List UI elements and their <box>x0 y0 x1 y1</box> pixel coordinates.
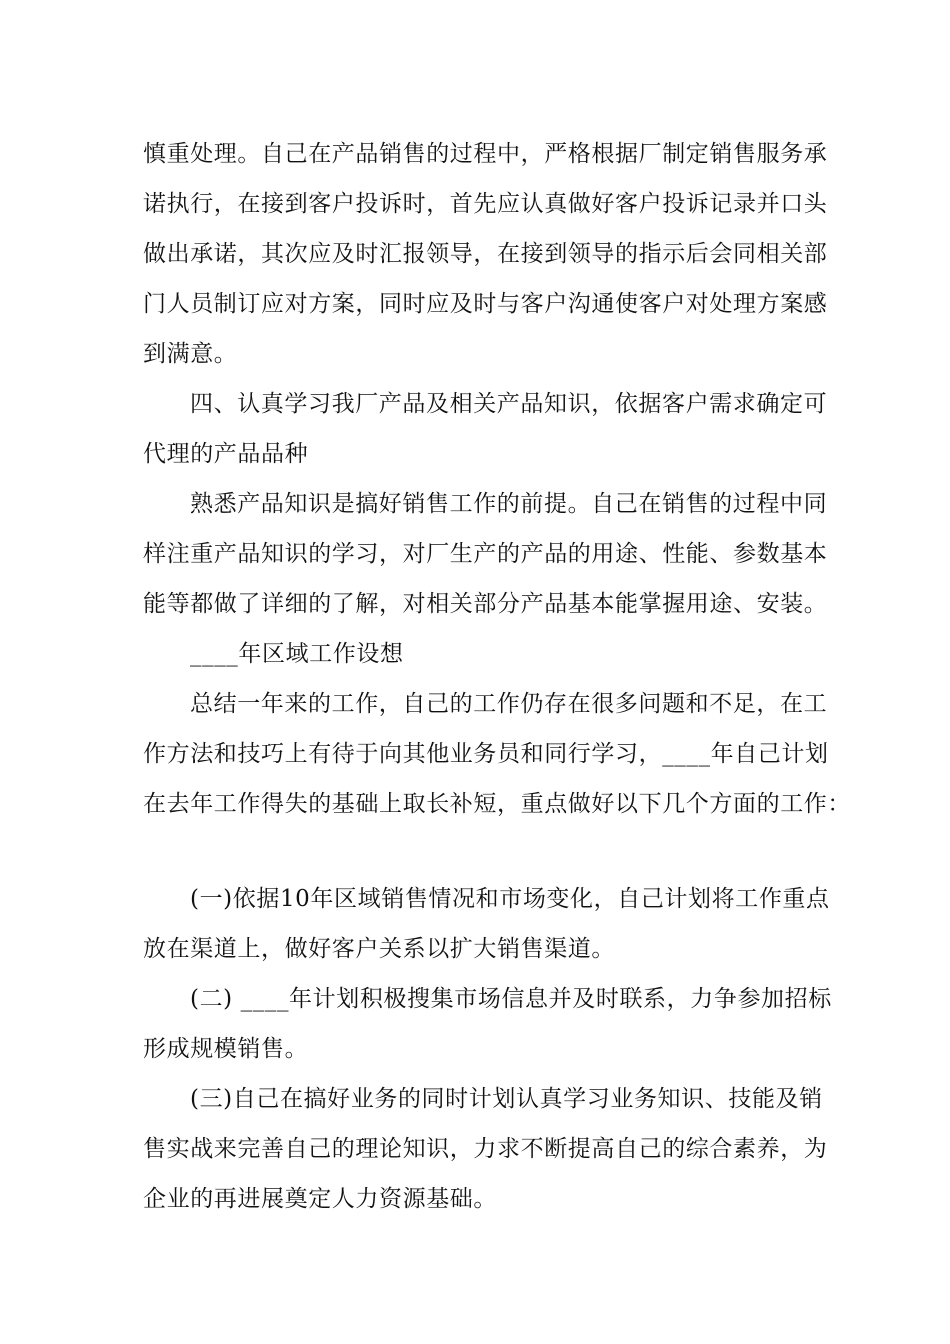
text-line-5: 到满意。 <box>143 341 238 367</box>
text-line-4: 门人员制订应对方案，同时应及时与客户沟通使客户对处理方案感 <box>143 291 828 317</box>
section-heading-plan: ____年区域工作设想 <box>190 641 404 667</box>
text-line-7: 代理的产品品种 <box>143 441 309 467</box>
list-item-3: (三)自己在搞好业务的同时计划认真学习业务知识、技能及销 <box>190 1086 823 1112</box>
text-line-14: 在去年工作得失的基础上取长补短，重点做好以下几个方面的工作： <box>143 791 851 817</box>
section-heading-4: 四、认真学习我厂产品及相关产品知识，依据客户需求确定可 <box>190 391 828 417</box>
text-line-3: 做出承诺，其次应及时汇报领导，在接到领导的指示后会同相关部 <box>143 241 828 267</box>
text-line-20: 售实战来完善自己的理论知识，力求不断提高自己的综合素养，为 <box>143 1136 828 1162</box>
text-line-18: 形成规模销售。 <box>143 1036 309 1062</box>
text-line-8: 熟悉产品知识是搞好销售工作的前提。自己在销售的过程中同 <box>190 491 828 517</box>
text-line-10: 能等都做了详细的了解，对相关部分产品基本能掌握用途、安装。 <box>143 591 828 617</box>
list-item-2: (二) ____年计划积极搜集市场信息并及时联系，力争参加招标 <box>190 986 832 1012</box>
text-line-16: 放在渠道上，做好客户关系以扩大销售渠道。 <box>143 936 615 962</box>
text-line-2: 诺执行，在接到客户投诉时，首先应认真做好客户投诉记录并口头 <box>143 191 828 217</box>
text-line-1: 慎重处理。自己在产品销售的过程中，严格根据厂制定销售服务承 <box>143 141 828 167</box>
list-item-1: (一)依据10年区域销售情况和市场变化，自己计划将工作重点 <box>190 886 830 912</box>
text-line-21: 企业的再进展奠定人力资源基础。 <box>143 1186 497 1212</box>
text-line-12: 总结一年来的工作，自己的工作仍存在很多问题和不足，在工 <box>190 691 828 717</box>
text-line-13: 作方法和技巧上有待于向其他业务员和同行学习，____年自己计划 <box>143 741 829 767</box>
text-line-9: 样注重产品知识的学习，对厂生产的产品的用途、性能、参数基本 <box>143 541 828 567</box>
